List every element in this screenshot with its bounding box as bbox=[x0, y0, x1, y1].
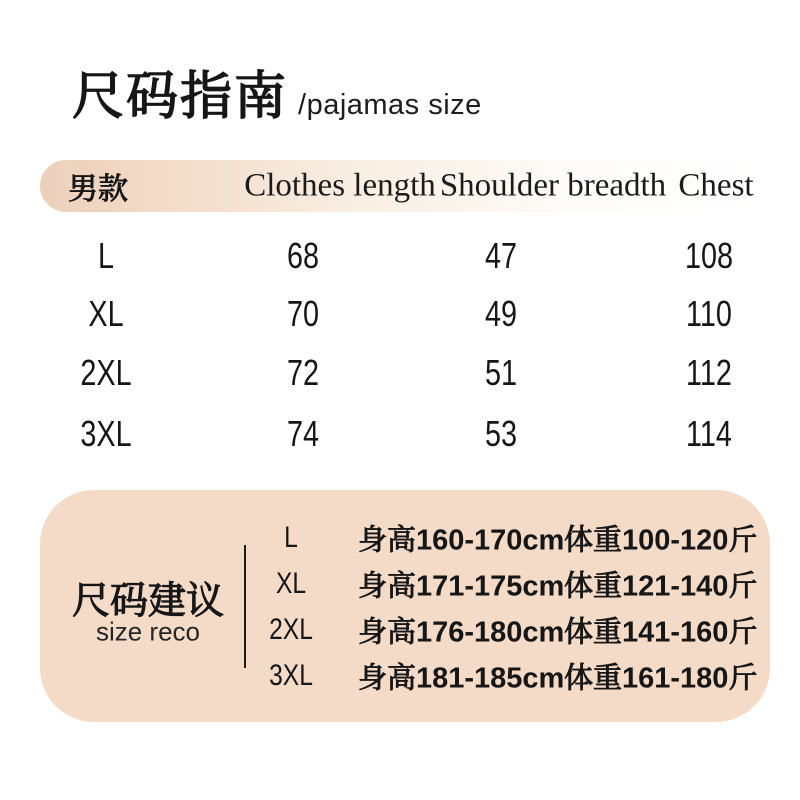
size-label: 2XL bbox=[80, 352, 132, 393]
page-title bbox=[72, 68, 482, 128]
size-label: 3XL bbox=[80, 413, 132, 454]
page-title-en: /pajamas size bbox=[298, 89, 482, 121]
height-range: 身高171-175cm bbox=[358, 570, 565, 603]
size-label: L bbox=[97, 235, 115, 276]
recommendation-row bbox=[40, 659, 770, 693]
size-label: 2XL bbox=[269, 613, 313, 646]
chest-value: 114 bbox=[686, 413, 732, 454]
height-range: 身高176-180cm bbox=[358, 616, 565, 649]
shoulder-breadth-value: 47 bbox=[484, 235, 518, 276]
chest-value: 112 bbox=[686, 352, 732, 393]
column-header-category: 男款 bbox=[68, 173, 128, 206]
recommendation-title-zh: 尺码建议 bbox=[71, 580, 225, 623]
size-label: 3XL bbox=[269, 659, 313, 692]
recommendation-row bbox=[40, 567, 770, 601]
size-label: XL bbox=[275, 567, 307, 600]
recommendation-title-en: size reco bbox=[95, 616, 201, 647]
weight-range: 体重121-140斤 bbox=[564, 570, 758, 603]
shoulder-breadth-value: 51 bbox=[484, 352, 518, 393]
size-label: XL bbox=[88, 293, 124, 334]
table-row bbox=[0, 414, 800, 454]
clothes-length-value: 70 bbox=[286, 293, 320, 334]
clothes-length-value: 68 bbox=[286, 235, 320, 276]
table-row bbox=[0, 294, 800, 334]
table-row bbox=[0, 236, 800, 276]
recommendation-row bbox=[40, 521, 770, 555]
chest-value: 108 bbox=[684, 235, 734, 276]
shoulder-breadth-value: 49 bbox=[484, 293, 518, 334]
clothes-length-value: 72 bbox=[286, 352, 320, 393]
page-title-zh: 尺码指南 bbox=[72, 68, 289, 126]
column-header-chest: Chest bbox=[678, 167, 754, 204]
weight-range: 体重100-120斤 bbox=[564, 524, 758, 557]
size-label: L bbox=[284, 521, 298, 554]
column-header-clothes-length: Clothes length bbox=[244, 167, 436, 204]
column-header-shoulder-breadth: Shoulder breadth bbox=[439, 167, 667, 204]
recommendation-row bbox=[40, 613, 770, 647]
size-recommendation-panel bbox=[40, 490, 770, 722]
height-range: 身高160-170cm bbox=[358, 524, 565, 557]
weight-range: 体重161-180斤 bbox=[564, 662, 758, 695]
vertical-divider bbox=[244, 545, 246, 668]
weight-range: 体重141-160斤 bbox=[564, 616, 758, 649]
size-table-header bbox=[40, 160, 762, 212]
shoulder-breadth-value: 53 bbox=[484, 413, 518, 454]
table-row bbox=[0, 353, 800, 393]
chest-value: 110 bbox=[686, 293, 732, 334]
height-range: 身高181-185cm bbox=[358, 662, 565, 695]
clothes-length-value: 74 bbox=[286, 413, 320, 454]
